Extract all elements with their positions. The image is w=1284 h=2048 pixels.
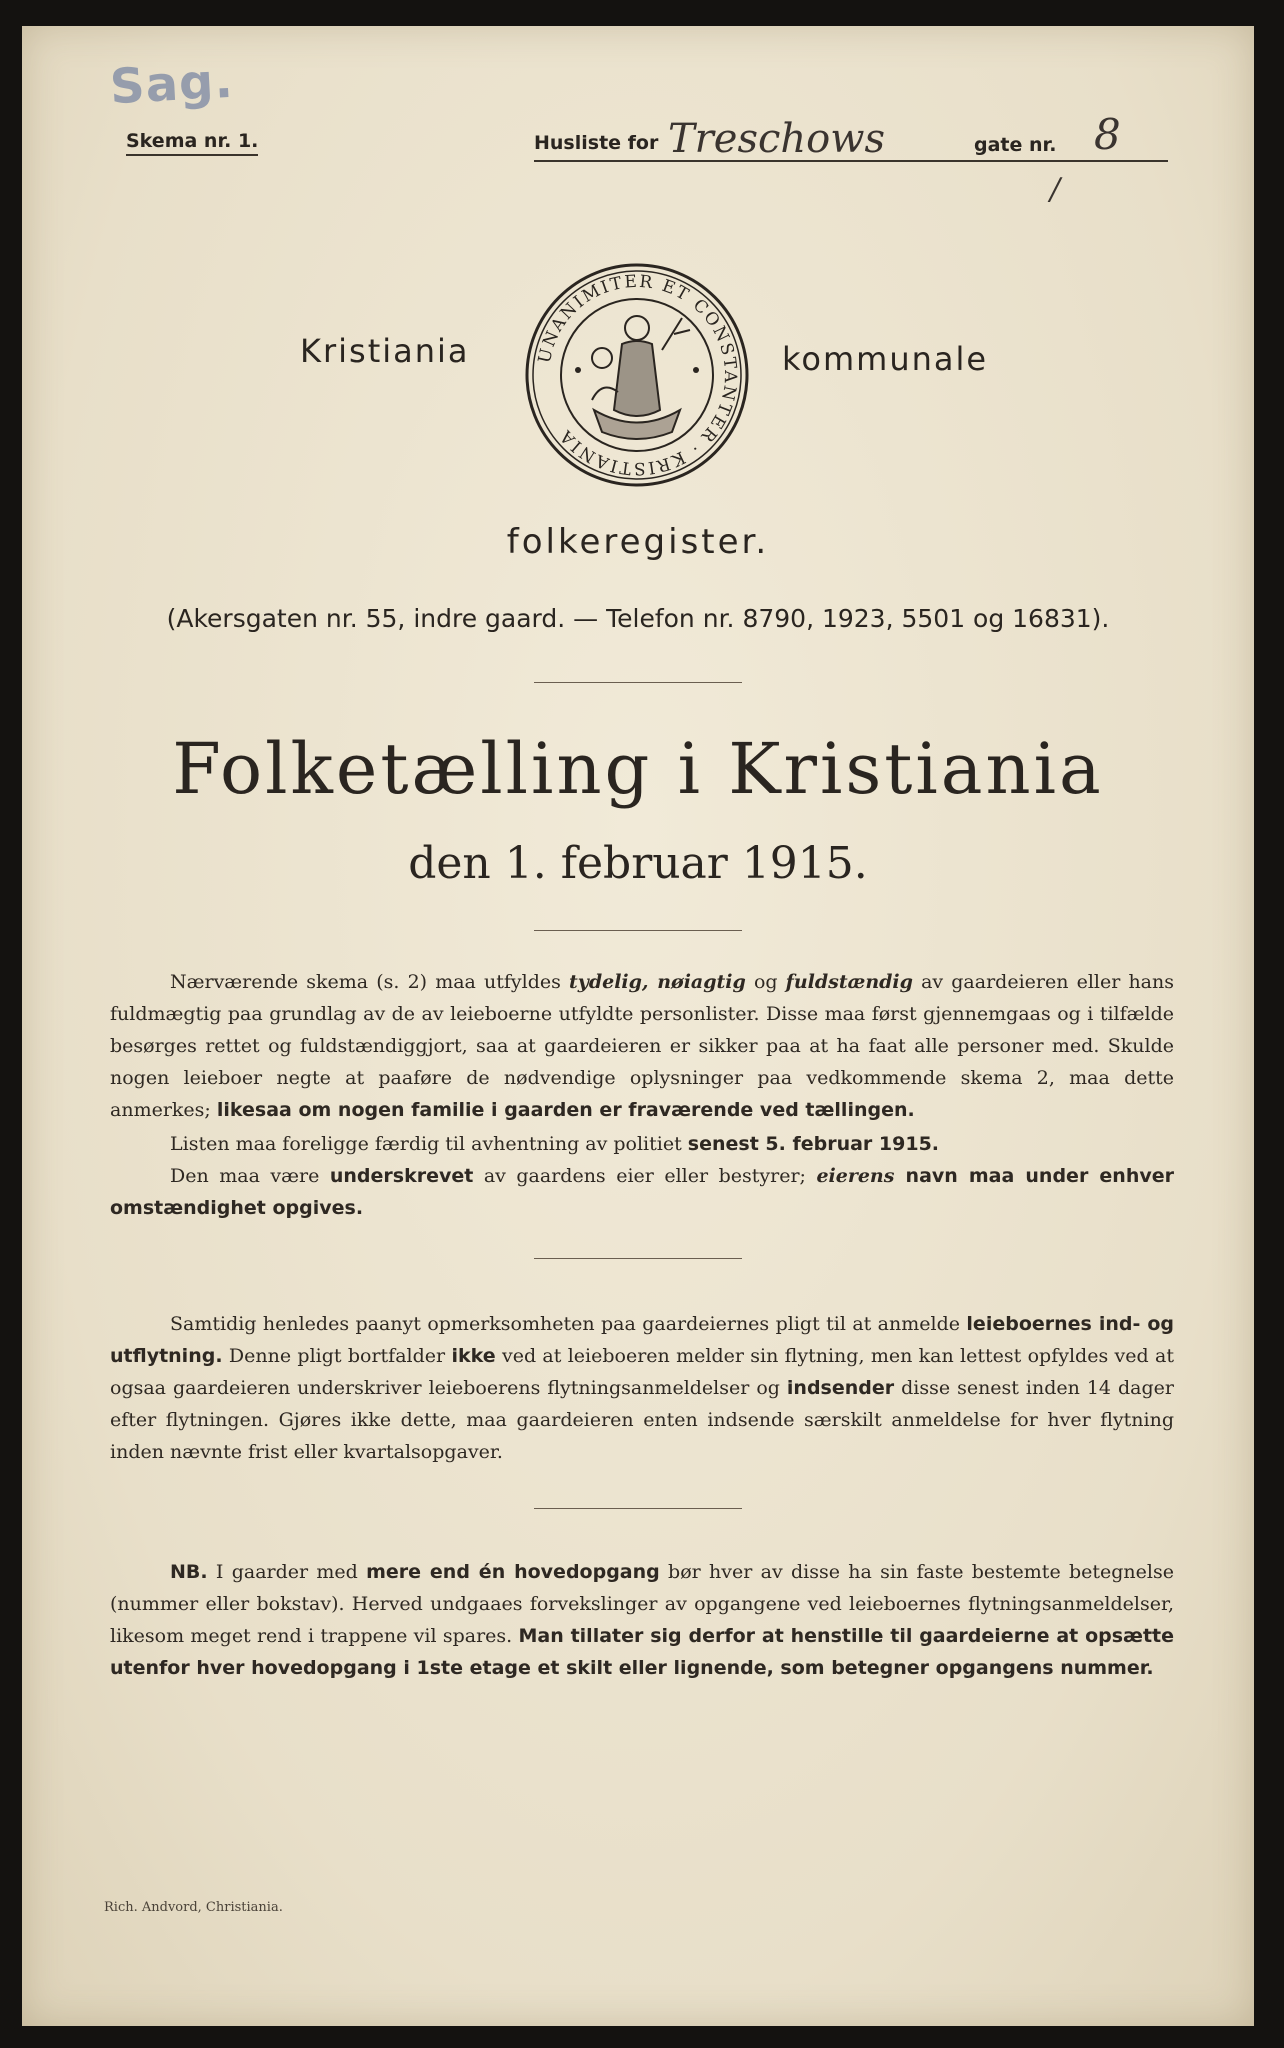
gate-number-handwritten: 8 <box>1094 110 1121 159</box>
divider <box>534 682 742 683</box>
masthead-kommunale: kommunale <box>782 340 989 378</box>
city-seal-icon <box>522 260 752 490</box>
divider <box>534 1258 742 1259</box>
skema-number: Skema nr. 1. <box>126 130 258 156</box>
moving-paragraph: Samtidig henledes paanyt opmerksomheten paa gaardeiernes pligt til at anmelde leieboernes ind- og utflytning. Denne pligt bortfalder ikke ved at leieboeren melder sin flytning, men kan lettest opfyldes ved at ogsaa gaardeieren underskriver leieboerens flytningsanmeldelser og indsender disse senest inden 14 dager efter flytningen. Gjøres ikke dette, maa gaardeieren enten indsende særskilt anmeldelse for hver flytning inden nævnte frist eller kvartalsopgaver. <box>110 1313 1175 1463</box>
gate-label: gate nr. <box>974 134 1057 156</box>
masthead-kristiania: Kristiania <box>300 332 470 370</box>
office-name: folkeregister. <box>506 522 770 562</box>
signature-paragraph: Den maa være underskrevet av gaardens eier eller bestyrer; eierens navn maa under enhver omstændighet opgives. <box>110 1165 1174 1219</box>
document-page <box>22 26 1254 2026</box>
nb-paragraph: NB. I gaarder med mere end én hovedopgang bør hver av disse ha sin faste bestemte betegnelse (nummer eller bokstav). Herved undgaaes forvekslinger av opgangene ved leieboernes flytningsanmeldelser, likesom meget rend i trappene vil spares. Man tillater sig derfor at henstille til gaardeierne at opsætte utenfor hver hovedopgang i 1ste etage et skilt eller lignende, som betegner opgangens nummer. <box>110 1561 1174 1679</box>
census-date: den 1. februar 1915. <box>408 838 868 889</box>
divider <box>534 930 742 931</box>
deadline-paragraph: Listen maa foreligge færdig til avhentning av politiet senest 5. februar 1915. <box>170 1133 940 1155</box>
office-address: (Akersgaten nr. 55, indre gaard. — Telefon nr. 8790, 1923, 5501 og 16831). <box>166 604 1110 633</box>
seal-text: UNANIMITER ET CONSTANTER · KRISTIANIA <box>534 271 741 479</box>
husliste-label: Husliste for <box>534 132 659 154</box>
instructions-paragraph: Nærværende skema (s. 2) maa utfyldes tydelig, nøiagtig og fuldstændig av gaardeieren eller hans fuldmægtig paa grundlag av de av leieboerne utfyldte personlister. Disse maa først gjennemgaas og i tilfælde besørges rettet og fuldstændiggjort, saa at gaardeieren er sikker paa at ha faat alle personer med. Skulde nogen leieboer negte at paaføre de nødvendige oplysninger paa vedkommende skema 2, maa dette anmerkes; likesaa om nogen familie i gaarden er fraværende ved tællingen. <box>110 971 1174 1121</box>
street-name-handwritten: Treschows <box>668 116 886 162</box>
printer-credit: Rich. Andvord, Christiania. <box>104 1900 283 1915</box>
divider <box>534 1508 742 1509</box>
page-title: Folketælling i Kristiania <box>172 728 1104 810</box>
sag-stamp: Sag. <box>108 52 235 116</box>
husliste-line <box>534 110 1168 162</box>
gate-sub-handwritten: / <box>1050 172 1061 207</box>
